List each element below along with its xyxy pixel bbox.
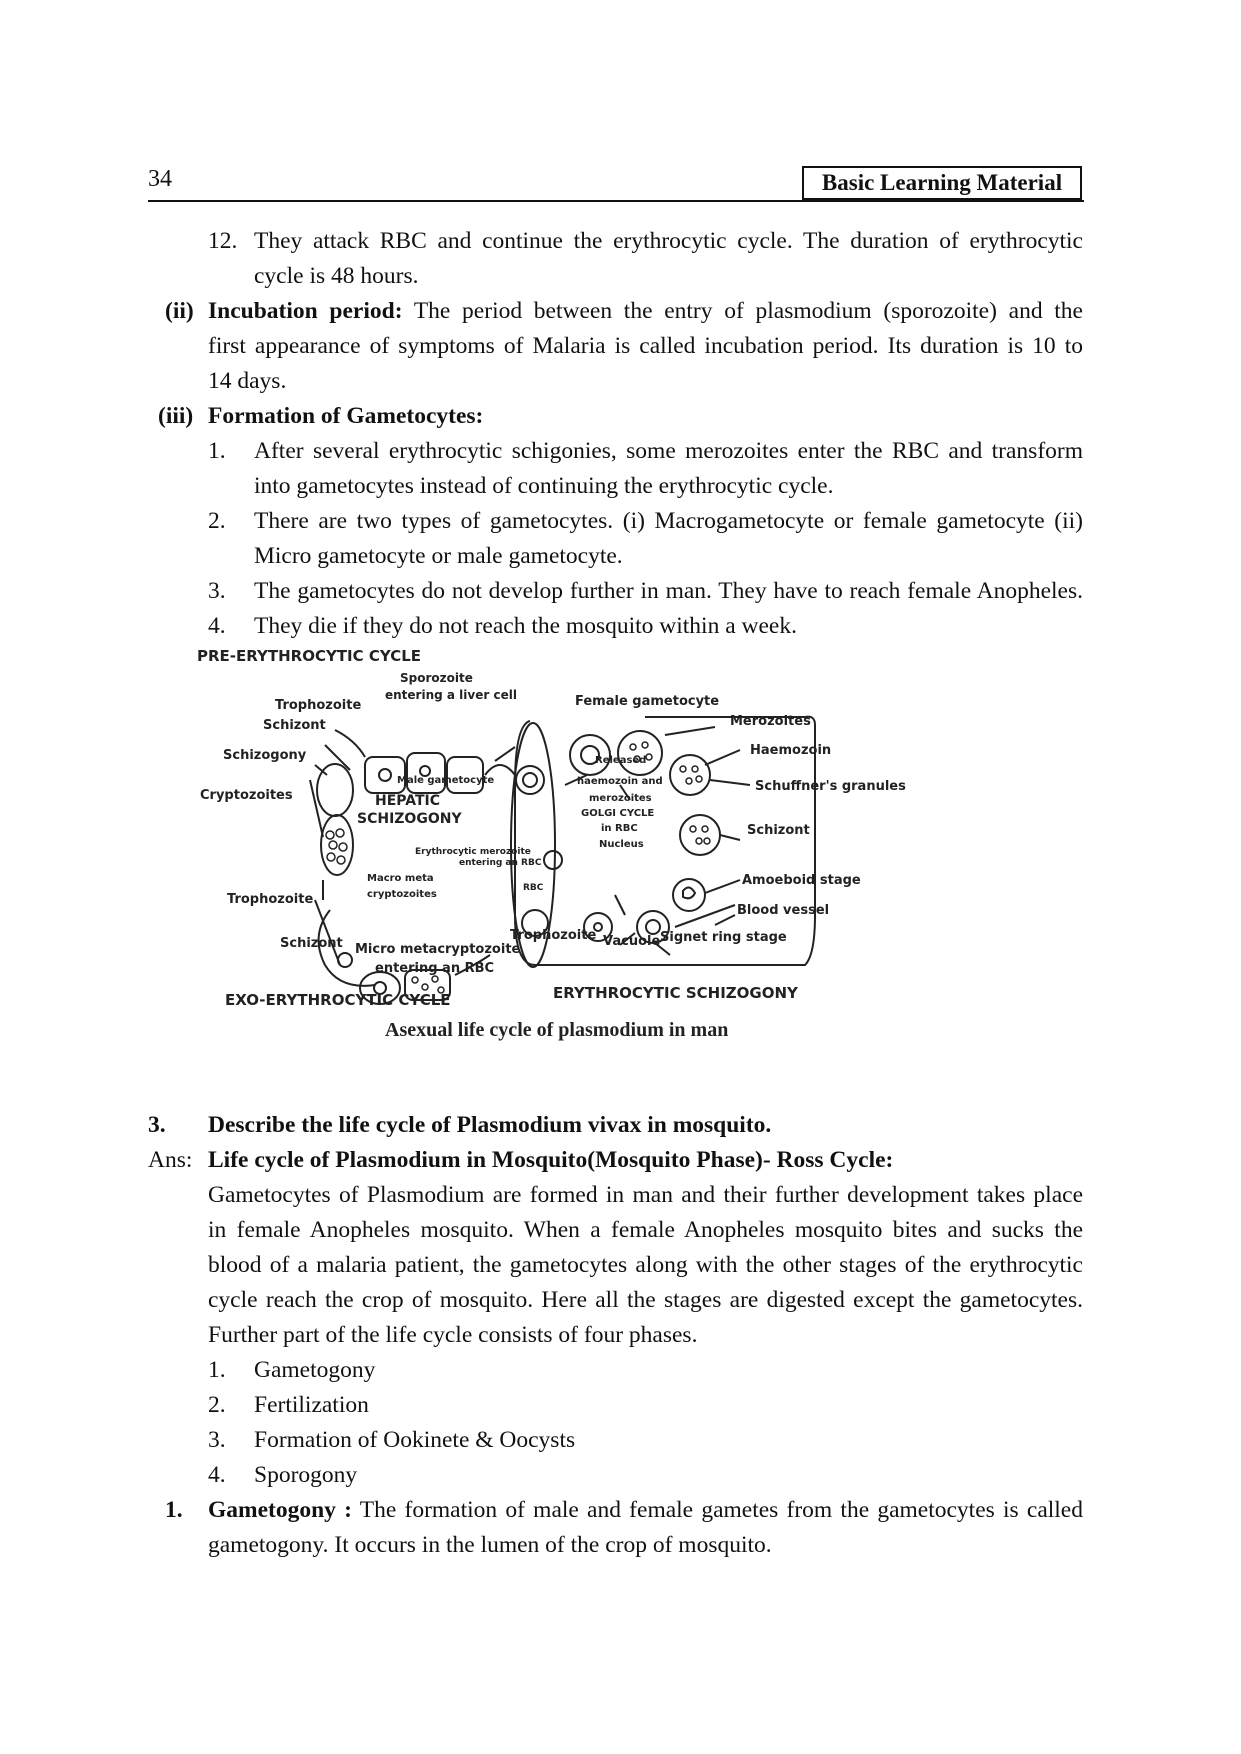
label-macro-meta: Macro meta — [367, 873, 434, 884]
answer-label: Ans: — [148, 1147, 193, 1173]
label-merozoites-small: merozoites — [589, 793, 652, 804]
incubation-line — [208, 294, 1083, 329]
label-exo-cycle: EXO-ERYTHROCYTIC CYCLE — [225, 991, 451, 1009]
incubation-line: first appearance of symptoms of Malaria is called incubation period. Its duration is 10 to — [208, 333, 1083, 359]
label-eryth-merozoite: Erythrocytic merozoite — [415, 847, 531, 857]
page-number: 34 — [148, 166, 172, 192]
label-micro-meta: Micro metacryptozoite — [355, 942, 521, 957]
header-rule — [148, 200, 1084, 202]
gametogony-label: Gametogony : — [208, 1497, 352, 1523]
arrow — [485, 765, 515, 775]
label-amoeboid: Amoeboid stage — [742, 873, 861, 888]
label-sporozoite: Sporozoite — [400, 671, 473, 685]
label-golgi: GOLGI CYCLE — [581, 808, 655, 819]
list-item-text: cycle is 48 hours. — [254, 263, 419, 289]
list-item-text: The gametocytes do not develop further in man. They have to reach female Anopheles. — [254, 578, 1083, 604]
label-trophozoite-left: Trophozoite — [227, 892, 314, 907]
label-schizogony: Schizogony — [223, 748, 307, 763]
list-item-text: Micro gametocyte or male gametocyte. — [254, 543, 623, 569]
label-female-gametocyte: Female gametocyte — [575, 694, 720, 709]
figure-caption: Asexual life cycle of plasmodium in man — [385, 1019, 729, 1041]
question-number: 3. — [148, 1112, 166, 1138]
list-number: 1. — [208, 438, 226, 464]
phase-item: Sporogony — [254, 1462, 358, 1488]
merozoite-cell — [618, 731, 662, 775]
plasmodium-life-cycle-figure — [197, 647, 1035, 1105]
label-vacuole: Vacuole — [603, 934, 661, 949]
label-cryptozoites: Cryptozoites — [200, 788, 293, 803]
label-cryptozoites-small: cryptozoites — [367, 889, 437, 900]
label-entering-an-rbc: entering an RBC — [375, 961, 495, 976]
phase-number: 1. — [208, 1357, 226, 1383]
answer-paragraph-line: Gametocytes of Plasmodium are formed in man and their further development takes place — [208, 1182, 1083, 1208]
answer-paragraph-line: blood of a malaria patient, the gametocytes along with the other stages of the erythrocytic — [208, 1252, 1083, 1278]
list-item-text: They die if they do not reach the mosquito within a week. — [254, 613, 797, 639]
liver-cell — [407, 753, 445, 793]
label-hepatic: HEPATIC — [375, 793, 441, 809]
question-text: Describe the life cycle of Plasmodium vivax in mosquito. — [208, 1112, 772, 1138]
list-number: 4. — [208, 613, 226, 639]
sporozoite-arrow — [495, 747, 515, 761]
label-entering-liver: entering a liver cell — [385, 688, 517, 702]
label-trophozoite-bottom: Trophozoite — [510, 928, 597, 943]
label-schizont-top: Schizont — [263, 718, 326, 733]
running-header: Basic Learning Material — [802, 166, 1082, 200]
label-rbc: RBC — [523, 883, 544, 893]
label-trophozoite-top: Trophozoite — [275, 698, 362, 713]
label-entering-rbc-small: entering an RBC — [459, 858, 542, 868]
phase-number: 3. — [208, 1427, 226, 1453]
schuffner-cell — [670, 755, 710, 795]
schizont-rbc — [680, 815, 720, 855]
phase-item: Fertilization — [254, 1392, 369, 1418]
label-male-gametocyte: Male gametocyte — [397, 775, 495, 786]
phase-number: 2. — [208, 1392, 226, 1418]
section-marker: (iii) — [158, 403, 194, 429]
male-gametocyte-cell — [516, 766, 544, 794]
merozoite-entering — [544, 851, 562, 869]
list-item-text: After several erythrocytic schigonies, some merozoites enter the RBC and transform — [254, 438, 1083, 464]
section-marker: (ii) — [165, 298, 194, 324]
gametogony-line: gametogony. It occurs in the lumen of the crop of mosquito. — [208, 1532, 772, 1558]
arrow — [615, 895, 625, 915]
label-released: Released — [595, 755, 647, 766]
label-haemozoin: Haemozoin — [750, 743, 832, 758]
label-blood-vessel: Blood vessel — [737, 903, 830, 918]
label-haemozoin-and: haemozoin and — [577, 776, 663, 787]
label-in-rbc: in RBC — [601, 823, 638, 834]
gametogony-line — [208, 1493, 1083, 1528]
answer-heading: Life cycle of Plasmodium in Mosquito(Mosquito Phase)- Ross Cycle: — [208, 1147, 894, 1173]
phase-item: Formation of Ookinete & Oocysts — [254, 1427, 576, 1453]
label-eryth-schizogony: ERYTHROCYTIC SCHIZOGONY — [553, 984, 798, 1002]
label-schizont-bottom: Schizont — [280, 936, 343, 951]
list-item-text: There are two types of gametocytes. (i) Macrogametocyte or female gametocyte (ii) — [254, 508, 1083, 534]
phase-item: Gametogony — [254, 1357, 376, 1383]
list-item-text: into gametocytes instead of continuing the erythrocytic cycle. — [254, 473, 834, 499]
label-pre-cycle: PRE-ERYTHROCYTIC CYCLE — [197, 647, 422, 665]
answer-paragraph-line: cycle reach the crop of mosquito. Here all the stages are digested except the gametocytes. — [208, 1287, 1083, 1313]
label-signet: Signet ring stage — [660, 930, 787, 945]
label-schizont-right: Schizont — [747, 823, 810, 838]
list-number: 12. — [208, 228, 238, 254]
liver-cell-nucleus — [379, 769, 391, 781]
section-heading: Formation of Gametocytes: — [208, 403, 484, 429]
answer-paragraph-line: Further part of the life cycle consists of four phases. — [208, 1322, 698, 1348]
incubation-line: 14 days. — [208, 368, 287, 394]
list-number: 3. — [208, 578, 226, 604]
answer-paragraph-line: in female Anopheles mosquito. When a female Anopheles mosquito bites and sucks the — [208, 1217, 1083, 1243]
list-item-text: They attack RBC and continue the erythrocytic cycle. The duration of erythrocytic — [254, 228, 1083, 254]
list-number: 2. — [208, 508, 226, 534]
label-nucleus: Nucleus — [599, 839, 644, 850]
incubation-text: The period between the entry of plasmodium (sporozoite) and the — [402, 298, 1083, 324]
subsection-number: 1. — [165, 1497, 183, 1523]
label-schuffner: Schuffner's granules — [755, 779, 906, 794]
gametogony-text: The formation of male and female gametes from the gametocytes is called — [351, 1497, 1083, 1523]
incubation-label: Incubation period: — [208, 298, 403, 324]
phase-number: 4. — [208, 1462, 226, 1488]
label-merozoites: Merozoites — [730, 714, 811, 729]
amoeboid-cell — [673, 879, 705, 911]
label-schizogony-caps: SCHIZOGONY — [357, 811, 462, 827]
